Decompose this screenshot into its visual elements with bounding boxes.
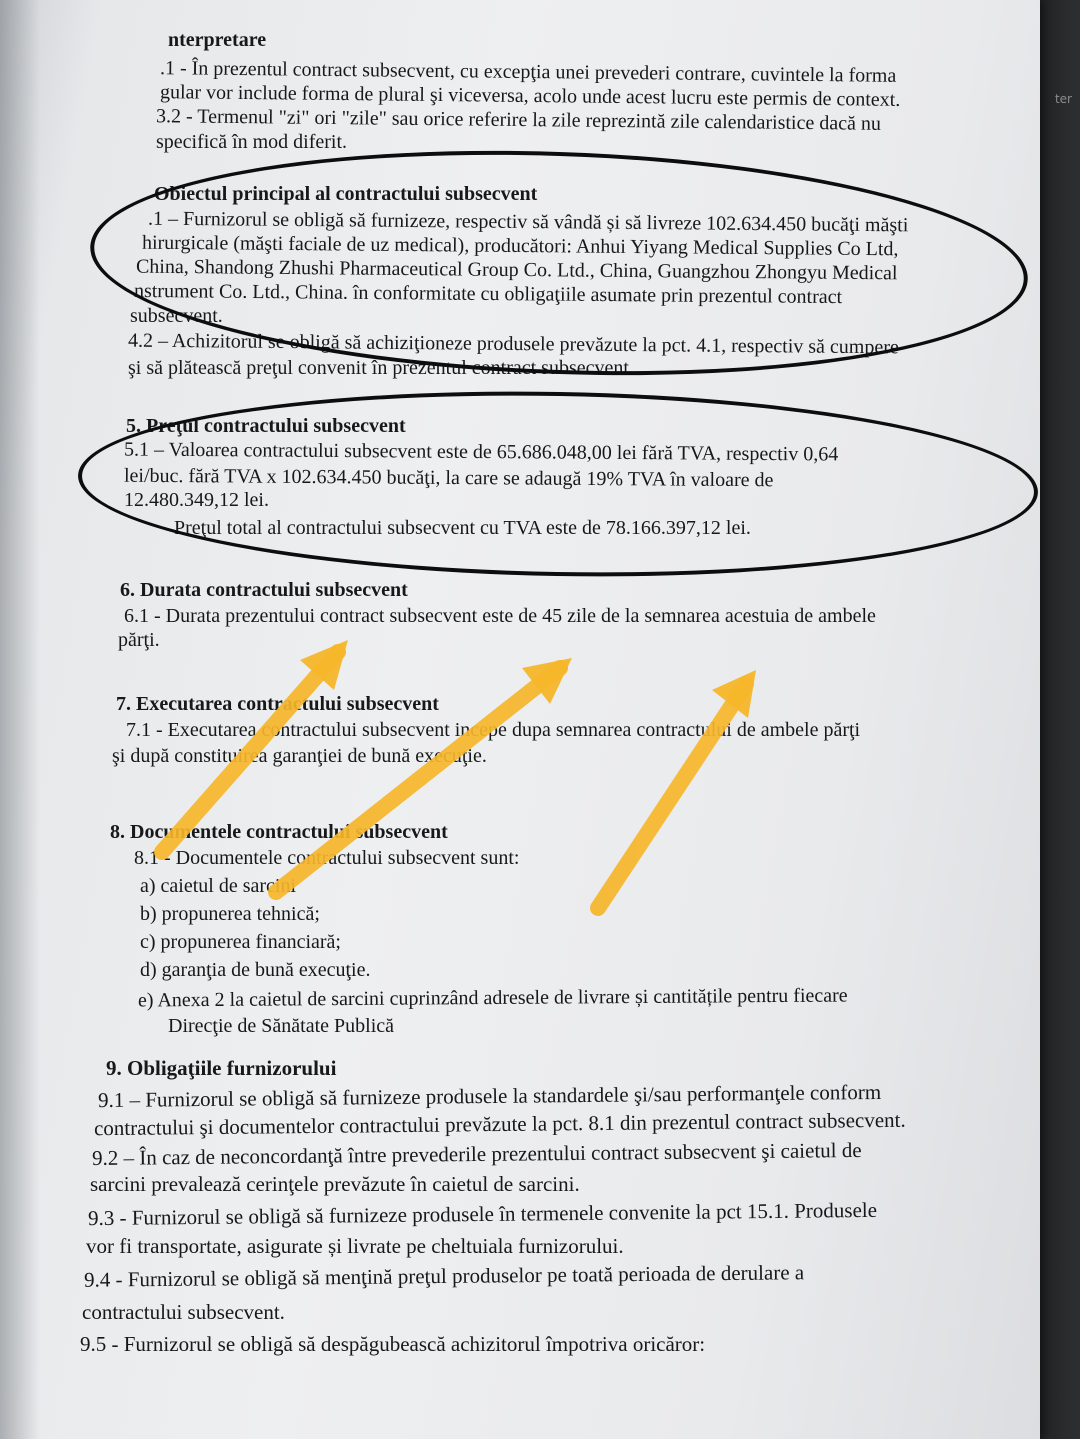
s8-item-c: c) propunerea financiară; bbox=[140, 931, 341, 953]
section-8-heading: 8. Documentele contractului subsecvent bbox=[110, 821, 448, 843]
s5-line-2: lei/buc. fără TVA x 102.634.450 bucăţi, la care se adaugă 19% TVA în valoare de bbox=[123, 464, 774, 492]
s9-line-7: 9.4 - Furnizorul se obligă să menţină preţul produselor pe toată perioada de derulare a bbox=[83, 1260, 805, 1292]
s4-line-7: şi să plătească preţul convenit în prezentul contract subsecvent . bbox=[128, 357, 639, 379]
s9-line-6: vor fi transportate, asigurate și livrate pe cheltuiala furnizorului. bbox=[86, 1234, 624, 1258]
s5-total-price: Preţul total al contractului subsecvent cu TVA este de 78.166.397,12 lei. bbox=[174, 517, 751, 539]
s8-line-1: 8.1 - Documentele contractului subsecvent sunt: bbox=[134, 847, 520, 869]
section-7-heading: 7. Executarea contractului subsecvent bbox=[116, 693, 439, 715]
s9-line-8: contractului subsecvent. bbox=[82, 1300, 285, 1324]
s9-line-2: contractului şi documentelor contractului prevăzute la pct. 8.1 din prezentul contract subsecvent. bbox=[93, 1107, 906, 1141]
arrow-1-head bbox=[300, 640, 348, 690]
section-4-heading: Obiectul principal al contractului subsecvent bbox=[154, 183, 538, 205]
s4-line-3: China, Shandong Zhushi Pharmaceutical Group Co. Ltd., China, Guangzhou Zhongyu Medical bbox=[135, 255, 898, 285]
s4-line-1: .1 – Furnizorul se obligă să furnizeze, respectiv să vândă și să livreze 102.634.450 bucăţi măşti bbox=[147, 207, 909, 237]
arrow-2-head bbox=[522, 658, 572, 704]
s5-line-3: 12.480.349,12 lei. bbox=[124, 489, 269, 511]
s8-item-e: e) Anexa 2 la caietul de sarcini cuprinzând adresele de livrare și cantitățile pentru fiecare bbox=[137, 984, 848, 1012]
arrow-3-head bbox=[712, 670, 756, 718]
s9-line-4: sarcini prevalează cerinţele prevăzute în caietul de sarcini. bbox=[90, 1172, 580, 1196]
s4-line-4: nstrument Co. Ltd., China. în conformitate cu obligaţiile asumate prin prezentul contract bbox=[133, 279, 843, 309]
section-6-heading: 6. Durata contractului subsecvent bbox=[120, 579, 408, 601]
s3-line-2: gular vor include forma de plural şi viceversa, acolo unde acest lucru este permis de context. bbox=[159, 81, 901, 111]
s3-line-1: .1 - În prezentul contract subsecvent, cu excepţia unei prevederi contrare, cuvintele la forma bbox=[159, 57, 897, 87]
section-9-heading: 9. Obligaţiile furnizorului bbox=[106, 1056, 337, 1080]
s3-line-4: specifică în mod diferit. bbox=[156, 131, 348, 153]
s9-line-1: 9.1 – Furnizorul se obligă să furnizeze produsele la standardele şi/sau performanţele conform bbox=[97, 1079, 882, 1113]
s9-line-5: 9.3 - Furnizorul se obligă să furnizeze produsele în termenele convenite la pct 15.1. Produsele bbox=[87, 1197, 878, 1231]
s8-item-d: d) garanţia de bună execuţie. bbox=[140, 959, 371, 981]
s7-line-2: şi după constituirea garanţiei de bună execuţie. bbox=[112, 745, 487, 767]
s8-item-a: a) caietul de sarcini bbox=[140, 875, 297, 897]
s6-line-2: părţi. bbox=[118, 629, 160, 651]
s9-line-9: 9.5 - Furnizorul se obligă să despăgubească achizitorul împotriva oricăror: bbox=[80, 1332, 706, 1356]
section-3-heading: nterpretare bbox=[168, 29, 267, 51]
s3-line-3: 3.2 - Termenul "zi" ori "zile" sau orice referire la zile reprezintă zile calendaristice dacă nu bbox=[155, 105, 882, 135]
s4-line-5: subsecvent. bbox=[130, 305, 223, 327]
s9-line-3: 9.2 – În caz de neconcordanţă între prevederile prezentului contract subsecvent şi caietul de bbox=[91, 1137, 862, 1171]
s6-line-1: 6.1 - Durata prezentului contract subsecvent este de 45 zile de la semnarea acestuia de ambele bbox=[124, 605, 876, 627]
s5-line-1: 5.1 – Valoarea contractului subsecvent este de 65.686.048,00 lei fără TVA, respectiv 0,64 bbox=[123, 438, 839, 466]
background-text: ter bbox=[1054, 92, 1072, 106]
s8-item-e-cont: Direcţie de Sănătate Publică bbox=[168, 1015, 395, 1037]
marker-circle-section-5 bbox=[76, 384, 1039, 585]
s7-line-1: 7.1 - Executarea contractului subsecvent incepe dupa semnarea contractului de ambele părţi bbox=[126, 719, 861, 741]
s8-item-b: b) propunerea tehnică; bbox=[140, 903, 320, 925]
s4-line-6: 4.2 – Achizitorul se obligă să achiziţioneze produsele prevăzute la pct. 4.1, respectiv să cumpere bbox=[127, 329, 899, 359]
section-5-heading: 5. Preţul contractului subsecvent bbox=[126, 415, 406, 437]
s4-line-2: hirurgicale (măşti faciale de uz medical), producători: Anhui Yiyang Medical Supplies Co Ltd, bbox=[141, 231, 899, 261]
